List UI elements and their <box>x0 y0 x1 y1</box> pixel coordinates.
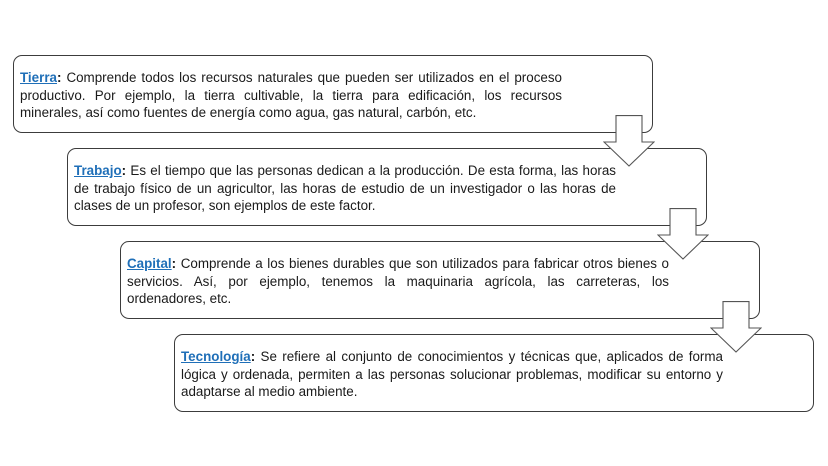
factor-description: Comprende a los bienes durables que son utilizados para fabricar otros bienes o servicios. Así, por ejemplo, tenemos la maquinaria agrícola, las carreteras, los ordenadores, etc. <box>127 256 669 307</box>
factor-term-link[interactable]: Trabajo <box>74 163 122 178</box>
separator: : <box>171 256 177 271</box>
factor-term-link[interactable]: Tecnología <box>181 349 251 364</box>
down-arrow-icon <box>657 208 709 260</box>
separator: : <box>56 70 62 85</box>
separator: : <box>250 349 256 364</box>
factor-text <box>20 69 562 122</box>
factor-term-link[interactable]: Capital <box>127 256 172 271</box>
factor-description: Se refiere al conjunto de conocimientos y técnicas que, aplicados de forma lógica y ordenada, permiten a las personas solucionar problemas, modificar su entorno y adaptarse al medio ambiente. <box>181 349 723 400</box>
factor-term-link[interactable]: Tierra <box>20 70 57 85</box>
factor-description: Es el tiempo que las personas dedican a la producción. De esta forma, las horas de trabajo físico de un agricultor, las horas de estudio de un investigador o las horas de clases de un profesor, son ejemplos de este factor. <box>74 163 616 214</box>
separator: : <box>121 163 127 178</box>
down-arrow-icon <box>603 115 655 167</box>
factor-text <box>181 348 723 401</box>
factor-description: Comprende todos los recursos naturales que pueden ser utilizados en el proceso productivo. Por ejemplo, la tierra cultivable, la tierra para edificación, los recursos minerales, así como fuentes de energía como agua, gas natural, carbón, etc. <box>20 70 562 121</box>
factor-box-tierra <box>13 55 653 133</box>
factor-text <box>74 162 616 215</box>
factor-text <box>127 255 669 308</box>
down-arrow-icon <box>710 301 762 353</box>
